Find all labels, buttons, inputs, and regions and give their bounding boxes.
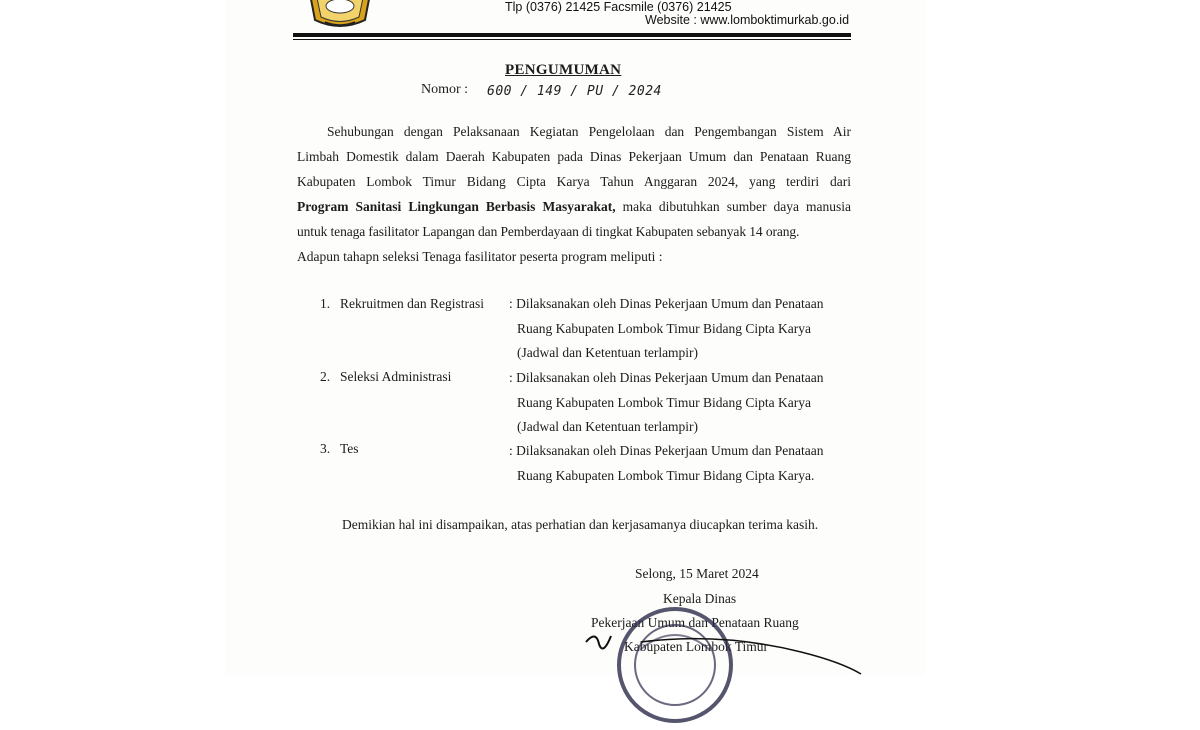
body-line: Kabupaten Lombok Timur Bidang Cipta Karya Tahun Anggaran 2024, yang terdiri dari xyxy=(297,174,851,189)
program-rest: maka dibutuhkan sumber daya manusia xyxy=(615,199,851,214)
stage-label: Seleksi Administrasi xyxy=(340,369,452,384)
program-name: Program Sanitasi Lingkungan Berbasis Masyarakat, xyxy=(297,199,616,214)
announcement-title: PENGUMUMAN xyxy=(505,62,622,78)
body-line: Limbah Domestik dalam Daerah Kabupaten pada Dinas Pekerjaan Umum dan Penataan Ruang xyxy=(297,149,851,164)
stage-desc: Ruang Kabupaten Lombok Timur Bidang Cipta Karya. xyxy=(517,468,815,483)
body-line: Sehubungan dengan Pelaksanaan Kegiatan Pengelolaan dan Pengembangan Sistem Air xyxy=(327,124,851,139)
letterhead-website: Website : www.lomboktimurkab.go.id xyxy=(645,13,850,27)
closing-statement: Demikian hal ini disampaikan, atas perhatian dan kerjasamanya diucapkan terima kasih. xyxy=(342,517,819,532)
stage-label: Rekruitmen dan Registrasi xyxy=(340,296,484,311)
stage-desc: : Dilaksanakan oleh Dinas Pekerjaan Umum dan Penataan xyxy=(509,370,824,385)
stage-desc: : Dilaksanakan oleh Dinas Pekerjaan Umum dan Penataan xyxy=(509,443,824,458)
stage-desc: Ruang Kabupaten Lombok Timur Bidang Cipta Karya xyxy=(517,395,811,410)
stage-desc: (Jadwal dan Ketentuan terlampir) xyxy=(517,419,699,434)
stage-desc: : Dilaksanakan oleh Dinas Pekerjaan Umum dan Penataan xyxy=(509,296,824,311)
letterhead-phone: Tlp (0376) 21425 Facsmile (0376) 21425 xyxy=(505,0,732,14)
handwritten-signature-icon xyxy=(581,612,881,682)
stage-number: 3. xyxy=(320,441,331,456)
body-line: Adapun tahapn seleksi Tenaga fasilitator peserta program meliputi : xyxy=(297,249,663,264)
signature-position: Kepala Dinas xyxy=(663,591,737,606)
number-value: 600 / 149 / PU / 2024 xyxy=(487,84,662,99)
body-line-program xyxy=(297,199,851,215)
stage-desc: Ruang Kabupaten Lombok Timur Bidang Cipta Karya xyxy=(517,321,811,336)
stage-number: 2. xyxy=(320,369,331,384)
signature-region: Kabupaten Lombok Timur xyxy=(624,639,768,654)
letterhead-rule-thin xyxy=(293,39,851,40)
letterhead-rule xyxy=(293,33,851,37)
signature-place-date: Selong, 15 Maret 2024 xyxy=(635,566,759,581)
stage-number: 1. xyxy=(320,296,331,311)
regency-emblem-icon xyxy=(305,0,375,30)
stage-label: Tes xyxy=(340,441,359,456)
stage-desc: (Jadwal dan Ketentuan terlampir) xyxy=(517,345,699,360)
body-line: untuk tenaga fasilitator Lapangan dan Pemberdayaan di tingkat Kabupaten sebanyak 14 orang. xyxy=(297,224,800,239)
announcement-document xyxy=(225,0,925,675)
number-label: Nomor : xyxy=(421,82,469,97)
signature-office: Pekerjaan Umum dan Penataan Ruang xyxy=(591,615,799,630)
